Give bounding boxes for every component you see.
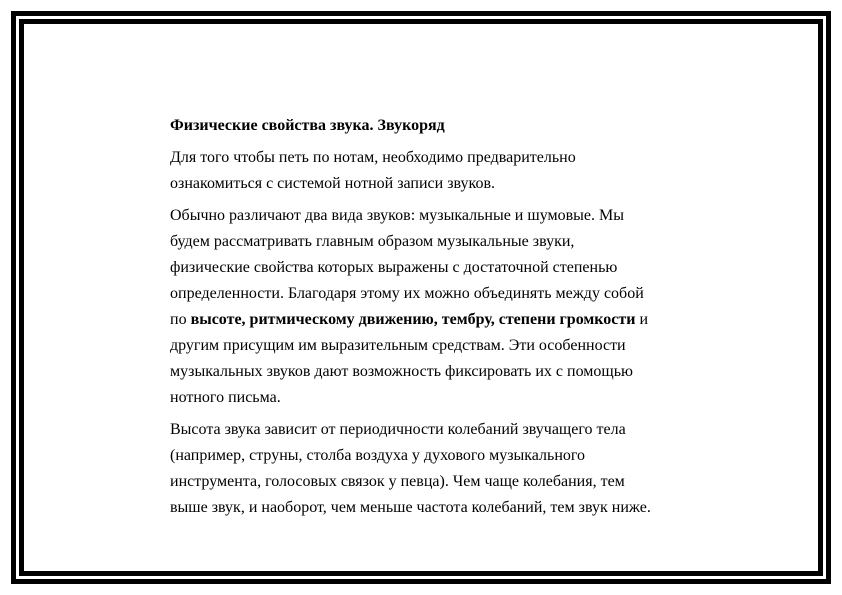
text-line: ознакомиться с системой нотной записи звуков.	[170, 175, 496, 192]
emphasis-sound-properties: высоте, ритмическому движению, тембру, степени громкости	[190, 311, 636, 328]
paragraph-pitch	[170, 417, 730, 521]
text-line: будем рассматривать главным образом музыкальные звуки,	[170, 233, 575, 250]
text-line: Высота звука зависит от периодичности колебаний звучащего тела	[170, 421, 626, 438]
text-line: определенности. Благодаря этому их можно объединять между собой	[170, 285, 644, 302]
text-line: (например, струны, столба воздуха у духового музыкального	[170, 447, 586, 464]
text-line: физические свойства которых выражены с достаточной степенью	[170, 259, 618, 276]
document-title: Физические свойства звука. Звукоряд	[170, 117, 445, 134]
text-line: Обычно различают два вида звуков: музыкальные и шумовые. Мы	[170, 207, 624, 224]
text-line-with-emphasis	[170, 307, 730, 333]
text-fragment: по	[170, 311, 191, 328]
text-line: музыкальных звуков дают возможность фиксировать их с помощью	[170, 363, 633, 380]
paragraph-intro	[170, 145, 730, 197]
text-line: нотного письма.	[170, 389, 281, 406]
text-line: другим присущим им выразительным средствам. Эти особенности	[170, 337, 626, 354]
text-line: выше звук, и наоборот, чем меньше частота колебаний, тем звук ниже.	[170, 499, 651, 516]
document-body	[170, 113, 730, 527]
text-line: инструмента, голосовых связок у певца). Чем чаще колебания, тем	[170, 473, 625, 490]
text-fragment: и	[635, 311, 649, 328]
paragraph-sound-types	[170, 203, 730, 411]
text-line: Для того чтобы петь по нотам, необходимо предварительно	[170, 149, 576, 166]
